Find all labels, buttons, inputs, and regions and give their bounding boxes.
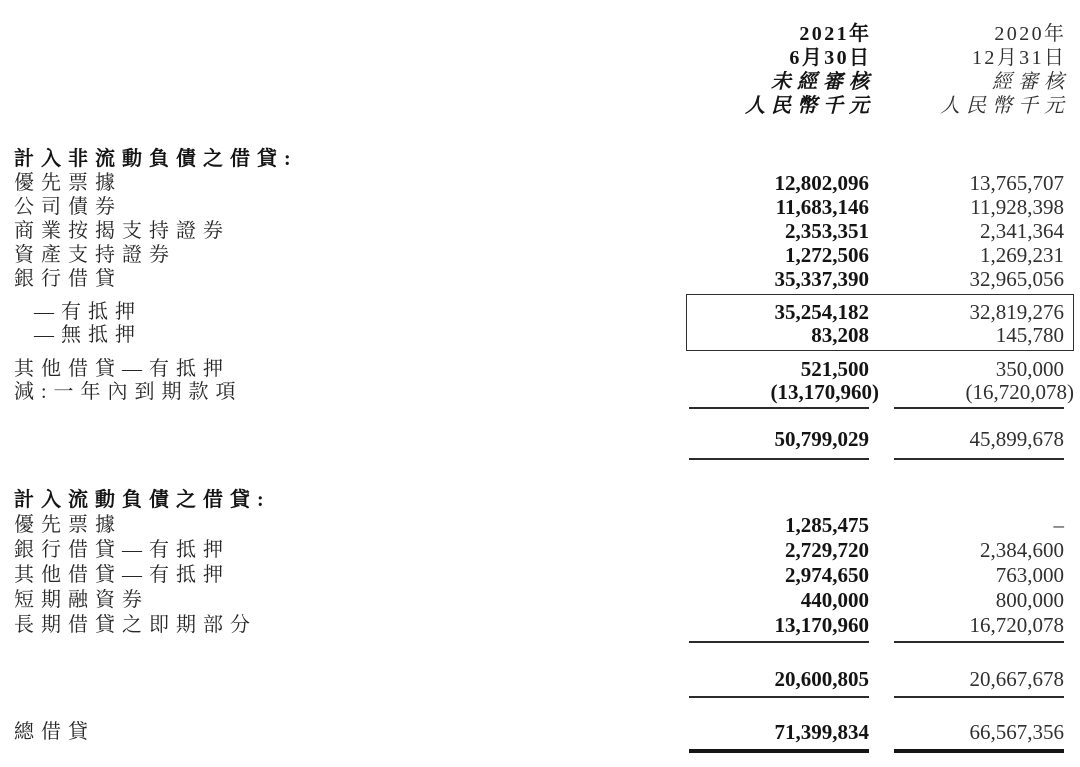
row-label: 銀行借貸—有抵押 — [14, 539, 230, 561]
row-label: 公司債券 — [14, 196, 122, 218]
row-label: 商業按揭支持證券 — [14, 220, 230, 242]
subtotal-2020: 20,667,678 — [969, 667, 1064, 691]
value-2020: 13,765,707 — [969, 171, 1064, 195]
value-2020: 11,928,398 — [970, 195, 1064, 219]
table-row — [14, 195, 1074, 219]
value-2020: 32,819,276 — [969, 300, 1064, 324]
table-row — [14, 358, 1074, 381]
column-header-2020 — [894, 22, 1074, 118]
section-title-current — [14, 488, 1074, 513]
column-gap — [879, 720, 894, 744]
table-row — [14, 324, 1074, 347]
header-spacer — [14, 22, 689, 118]
value-2020: 350,000 — [995, 357, 1064, 381]
table-row — [14, 563, 1074, 588]
value-2020: 16,720,078 — [969, 613, 1064, 637]
row-label: 資產支持證券 — [14, 244, 176, 266]
value-2021: 440,000 — [800, 588, 869, 612]
subtotal-rule-2021 — [689, 407, 869, 409]
pledge-breakdown-group — [14, 294, 1074, 351]
value-2021: 1,285,475 — [785, 513, 869, 537]
header-currency-unit: 人民幣千元 — [940, 95, 1070, 117]
value-2021: 1,272,506 — [785, 243, 869, 267]
column-gap — [879, 324, 894, 347]
total-rule-2020 — [894, 749, 1064, 753]
section-title-non-current — [14, 147, 1074, 171]
column-gap — [879, 22, 894, 118]
value-2020: 800,000 — [995, 588, 1064, 612]
table-row — [14, 613, 1074, 638]
table-row — [14, 301, 1074, 324]
row-label: 其他借貸—有抵押 — [14, 358, 230, 380]
total-row — [14, 720, 1074, 744]
subtotal-rule-2020 — [894, 407, 1064, 409]
column-gap — [879, 301, 894, 324]
row-label: 銀行借貸 — [14, 268, 122, 290]
subtotal-rule-2021 — [689, 458, 869, 460]
row-label: 長期借貸之即期部分 — [14, 614, 257, 636]
subtotal-row-current — [14, 667, 1074, 691]
header-date-line: 12月31日 — [971, 47, 1067, 69]
value-2021: 13,170,960 — [774, 613, 869, 637]
subtotal-rule-2020 — [894, 696, 1064, 698]
subtotal-2021: 20,600,805 — [774, 667, 869, 691]
column-gap — [879, 171, 894, 195]
column-gap — [879, 243, 894, 267]
column-gap — [879, 563, 894, 588]
column-gap — [879, 381, 894, 404]
header-audit-status: 經審核 — [992, 71, 1070, 93]
subtotal-rule-2021 — [689, 641, 869, 643]
total-label: 總借貸 — [14, 721, 95, 743]
column-gap — [879, 588, 894, 613]
value-2021: 83,208 — [811, 323, 869, 347]
column-gap — [879, 613, 894, 638]
rule-spacer — [14, 749, 689, 753]
value-2020: 32,965,056 — [969, 267, 1064, 291]
table-row — [14, 513, 1074, 538]
value-2021: 521,500 — [800, 357, 869, 381]
table-row — [14, 171, 1074, 195]
table-row — [14, 381, 1074, 404]
total-2020: 66,567,356 — [969, 720, 1064, 744]
rule-spacer — [14, 458, 689, 460]
column-gap — [879, 219, 894, 243]
header-date-line: 2020年 — [994, 23, 1067, 45]
column-gap — [879, 267, 894, 291]
header-date-line: 6月30日 — [789, 47, 872, 69]
value-2020: 2,384,600 — [980, 538, 1064, 562]
column-gap — [879, 427, 894, 451]
total-rule-2021 — [689, 749, 869, 753]
column-rule — [14, 407, 1074, 409]
value-2020: – — [1053, 513, 1064, 537]
table-header-row — [14, 22, 1074, 118]
rule-spacer — [14, 407, 689, 409]
subtotal-rule-2020 — [894, 458, 1064, 460]
row-label: 優先票據 — [14, 514, 122, 536]
rule-spacer — [14, 696, 689, 698]
subtotal-row-non-current — [14, 427, 1074, 451]
value-2020: 763,000 — [995, 563, 1064, 587]
value-2021: 12,802,096 — [774, 171, 869, 195]
table-row — [14, 538, 1074, 563]
row-label: 其他借貸—有抵押 — [14, 564, 230, 586]
column-rule — [14, 458, 1074, 460]
value-2021: 11,683,146 — [775, 195, 869, 219]
value-2020: 1,269,231 — [980, 243, 1064, 267]
column-gap — [879, 538, 894, 563]
row-label — [14, 667, 689, 691]
column-header-2021 — [689, 22, 879, 118]
value-2020: (16,720,078) — [965, 380, 1074, 404]
column-gap — [879, 195, 894, 219]
row-label: 短期融資券 — [14, 589, 149, 611]
header-date-line: 2021年 — [799, 23, 872, 45]
row-label: —有抵押 — [34, 301, 142, 323]
table-row — [14, 243, 1074, 267]
column-gap — [879, 358, 894, 381]
value-2021: 35,337,390 — [774, 267, 869, 291]
subtotal-rule-2021 — [689, 696, 869, 698]
row-label: 優先票據 — [14, 172, 122, 194]
table-row — [14, 588, 1074, 613]
subtotal-2020: 45,899,678 — [969, 427, 1064, 451]
rule-spacer — [14, 641, 689, 643]
column-gap — [879, 513, 894, 538]
section-title-label: 計入非流動負債之借貸: — [14, 148, 298, 170]
column-rule — [14, 696, 1074, 698]
value-2021: 2,729,720 — [785, 538, 869, 562]
column-gap — [879, 667, 894, 691]
subtotal-rule-2020 — [894, 641, 1064, 643]
subtotal-2021: 50,799,029 — [774, 427, 869, 451]
row-label: —無抵押 — [34, 324, 142, 346]
row-label: 減:一年內到期款項 — [14, 381, 243, 403]
section-title-label: 計入流動負債之借貸: — [14, 489, 271, 511]
header-currency-unit: 人民幣千元 — [745, 95, 875, 117]
grand-total-rule — [14, 749, 1074, 753]
header-audit-status: 未經審核 — [771, 71, 875, 93]
value-2021: 2,353,351 — [785, 219, 869, 243]
table-row — [14, 267, 1074, 291]
value-2020: 145,780 — [995, 323, 1064, 347]
column-rule — [14, 641, 1074, 643]
value-2021: (13,170,960) — [770, 380, 879, 404]
table-row — [14, 219, 1074, 243]
value-2021: 35,254,182 — [774, 300, 869, 324]
value-2020: 2,341,364 — [980, 219, 1064, 243]
total-2021: 71,399,834 — [774, 720, 869, 744]
value-2021: 2,974,650 — [785, 563, 869, 587]
row-label — [14, 427, 689, 451]
